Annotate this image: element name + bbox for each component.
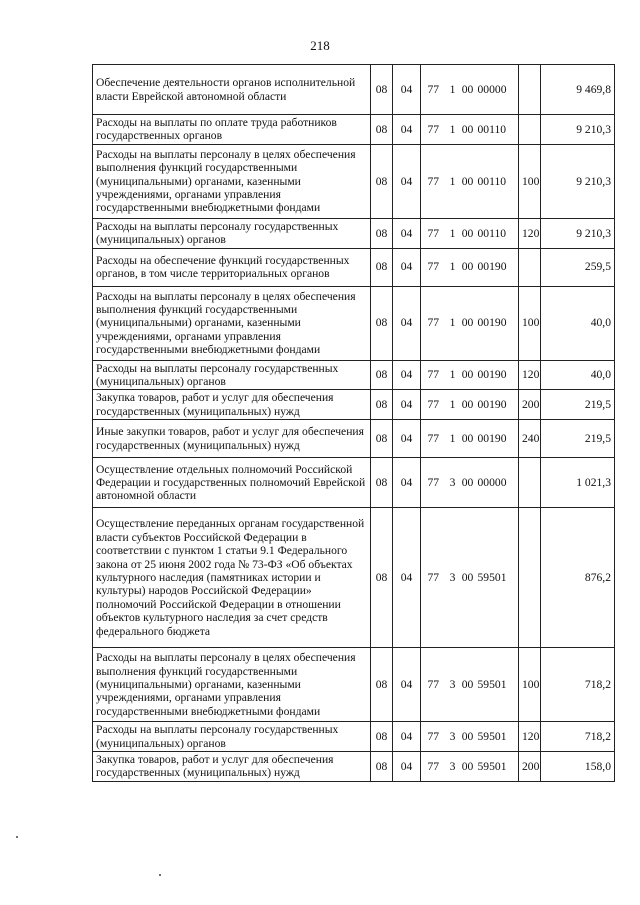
row-section: 08 — [371, 390, 393, 420]
target-article-part: 77 — [427, 759, 440, 773]
target-article-part: 77 — [427, 82, 440, 96]
row-name: Осуществление отдельных полномочий Российской Федерации и государственных полномочий Еврейской автономной области — [93, 458, 371, 508]
row-subsection: 04 — [393, 390, 421, 420]
row-section: 08 — [371, 218, 393, 248]
target-article-part: 1 — [449, 122, 456, 136]
row-section: 08 — [371, 648, 393, 722]
target-article-part: 77 — [427, 571, 440, 585]
target-article-part: 1 — [449, 398, 456, 412]
target-article-part: 59501 — [477, 729, 507, 743]
table-row — [93, 360, 615, 390]
row-amount: 259,5 — [541, 248, 615, 286]
budget-table-body — [93, 65, 615, 782]
row-amount: 1 021,3 — [541, 458, 615, 508]
target-article-part: 00 — [461, 260, 474, 274]
row-target-article — [421, 115, 519, 145]
target-article-part: 00 — [461, 398, 474, 412]
target-article-part: 00000 — [477, 476, 507, 490]
target-article-part: 1 — [449, 316, 456, 330]
table-row — [93, 144, 615, 218]
row-amount: 40,0 — [541, 360, 615, 390]
target-article-part: 00110 — [477, 226, 507, 240]
row-amount: 9 210,3 — [541, 144, 615, 218]
row-subsection: 04 — [393, 218, 421, 248]
row-section: 08 — [371, 115, 393, 145]
target-article-part: 1 — [449, 432, 456, 446]
row-expense-type — [519, 248, 541, 286]
target-article-part: 00190 — [477, 432, 507, 446]
page-number: 218 — [310, 38, 330, 53]
target-article-part: 00 — [461, 571, 474, 585]
target-article-part: 00 — [461, 82, 474, 96]
target-article-part: 3 — [449, 476, 456, 490]
target-article-part: 77 — [427, 678, 440, 692]
row-target-article — [421, 360, 519, 390]
row-amount: 9 469,8 — [541, 65, 615, 115]
row-name: Расходы на выплаты персоналу государственных (муниципальных) органов — [93, 218, 371, 248]
row-expense-type: 100 — [519, 144, 541, 218]
row-target-article — [421, 752, 519, 782]
target-article-part: 77 — [427, 432, 440, 446]
table-row — [93, 722, 615, 752]
row-name: Расходы на выплаты персоналу государственных (муниципальных) органов — [93, 360, 371, 390]
row-name: Расходы на выплаты персоналу в целях обеспечения выполнения функций государственными (муниципальными) органами, казенными учреждениями, органами управления государственными внебюджетными фондами — [93, 144, 371, 218]
target-article-part: 77 — [427, 260, 440, 274]
row-amount: 40,0 — [541, 286, 615, 360]
row-subsection: 04 — [393, 420, 421, 458]
row-section: 08 — [371, 65, 393, 115]
row-section: 08 — [371, 752, 393, 782]
row-target-article — [421, 420, 519, 458]
row-amount: 158,0 — [541, 752, 615, 782]
row-name: Расходы на выплаты персоналу государственных (муниципальных) органов — [93, 722, 371, 752]
scan-speck — [159, 874, 161, 876]
target-article-part: 77 — [427, 476, 440, 490]
row-target-article — [421, 722, 519, 752]
target-article-part: 59501 — [477, 678, 507, 692]
target-article-part: 00 — [461, 759, 474, 773]
target-article-part: 1 — [449, 82, 456, 96]
target-article-part: 77 — [427, 398, 440, 412]
row-expense-type: 120 — [519, 722, 541, 752]
row-amount: 876,2 — [541, 508, 615, 648]
target-article-part: 1 — [449, 260, 456, 274]
row-name: Закупка товаров, работ и услуг для обеспечения государственных (муниципальных) нужд — [93, 752, 371, 782]
row-expense-type: 100 — [519, 648, 541, 722]
row-expense-type: 200 — [519, 752, 541, 782]
row-target-article — [421, 248, 519, 286]
table-row — [93, 65, 615, 115]
row-target-article — [421, 458, 519, 508]
row-name: Иные закупки товаров, работ и услуг для обеспечения государственных (муниципальных) нужд — [93, 420, 371, 458]
target-article-part: 77 — [427, 316, 440, 330]
row-name: Обеспечение деятельности органов исполнительной власти Еврейской автономной области — [93, 65, 371, 115]
row-expense-type — [519, 508, 541, 648]
row-subsection: 04 — [393, 648, 421, 722]
target-article-part: 00 — [461, 174, 474, 188]
target-article-part: 00190 — [477, 260, 507, 274]
row-target-article — [421, 508, 519, 648]
scan-speck — [16, 836, 18, 838]
table-row — [93, 218, 615, 248]
row-expense-type — [519, 458, 541, 508]
row-name: Расходы на выплаты по оплате труда работников государственных органов — [93, 115, 371, 145]
target-article-part: 00190 — [477, 368, 507, 382]
target-article-part: 3 — [449, 678, 456, 692]
row-subsection: 04 — [393, 65, 421, 115]
table-row — [93, 286, 615, 360]
target-article-part: 00 — [461, 729, 474, 743]
row-expense-type: 200 — [519, 390, 541, 420]
target-article-part: 00190 — [477, 398, 507, 412]
row-amount: 219,5 — [541, 420, 615, 458]
table-row — [93, 752, 615, 782]
row-subsection: 04 — [393, 248, 421, 286]
row-subsection: 04 — [393, 115, 421, 145]
row-subsection: 04 — [393, 144, 421, 218]
row-subsection: 04 — [393, 458, 421, 508]
target-article-part: 77 — [427, 174, 440, 188]
row-target-article — [421, 144, 519, 218]
budget-table — [92, 64, 615, 782]
target-article-part: 1 — [449, 226, 456, 240]
target-article-part: 00 — [461, 432, 474, 446]
target-article-part: 00000 — [477, 82, 507, 96]
target-article-part: 3 — [449, 571, 456, 585]
target-article-part: 00 — [461, 678, 474, 692]
target-article-part: 00 — [461, 368, 474, 382]
row-expense-type — [519, 65, 541, 115]
target-article-part: 77 — [427, 729, 440, 743]
target-article-part: 59501 — [477, 571, 507, 585]
table-row — [93, 248, 615, 286]
row-subsection: 04 — [393, 360, 421, 390]
row-amount: 718,2 — [541, 648, 615, 722]
row-subsection: 04 — [393, 508, 421, 648]
target-article-part: 00 — [461, 122, 474, 136]
target-article-part: 1 — [449, 174, 456, 188]
table-row — [93, 115, 615, 145]
row-subsection: 04 — [393, 722, 421, 752]
row-section: 08 — [371, 286, 393, 360]
table-row — [93, 420, 615, 458]
row-section: 08 — [371, 508, 393, 648]
row-expense-type: 100 — [519, 286, 541, 360]
row-target-article — [421, 286, 519, 360]
row-section: 08 — [371, 458, 393, 508]
target-article-part: 3 — [449, 759, 456, 773]
row-amount: 718,2 — [541, 722, 615, 752]
row-name: Осуществление переданных органам государственной власти субъектов Российской Федерации в соответствии с пунктом 1 статьи 9.1 Федерального закона от 25 июня 2002 года № 73-ФЗ «Об объектах культурного наследия (памятниках истории и культуры) народов Российской Федерации» полномочий Российской Федерации в отношении объектов культурного наследия за счет средств федерального бюджета — [93, 508, 371, 648]
target-article-part: 00 — [461, 316, 474, 330]
target-article-part: 00 — [461, 226, 474, 240]
target-article-part: 00110 — [477, 174, 507, 188]
target-article-part: 77 — [427, 226, 440, 240]
row-subsection: 04 — [393, 286, 421, 360]
row-amount: 9 210,3 — [541, 218, 615, 248]
row-section: 08 — [371, 420, 393, 458]
row-section: 08 — [371, 144, 393, 218]
row-name: Расходы на выплаты персоналу в целях обеспечения выполнения функций государственными (муниципальными) органами, казенными учреждениями, органами управления государственными внебюджетными фондами — [93, 286, 371, 360]
row-target-article — [421, 390, 519, 420]
row-name: Закупка товаров, работ и услуг для обеспечения государственных (муниципальных) нужд — [93, 390, 371, 420]
target-article-part: 59501 — [477, 759, 507, 773]
target-article-part: 77 — [427, 368, 440, 382]
table-row — [93, 508, 615, 648]
row-section: 08 — [371, 248, 393, 286]
row-name: Расходы на выплаты персоналу в целях обеспечения выполнения функций государственными (муниципальными) органами, казенными учреждениями, органами управления государственными внебюджетными фондами — [93, 648, 371, 722]
target-article-part: 00190 — [477, 316, 507, 330]
target-article-part: 77 — [427, 122, 440, 136]
table-row — [93, 648, 615, 722]
target-article-part: 00 — [461, 476, 474, 490]
row-amount: 9 210,3 — [541, 115, 615, 145]
table-row — [93, 390, 615, 420]
target-article-part: 3 — [449, 729, 456, 743]
row-expense-type: 240 — [519, 420, 541, 458]
row-name: Расходы на обеспечение функций государственных органов, в том числе территориальных органов — [93, 248, 371, 286]
row-expense-type — [519, 115, 541, 145]
target-article-part: 00110 — [477, 122, 507, 136]
target-article-part: 1 — [449, 368, 456, 382]
row-amount: 219,5 — [541, 390, 615, 420]
row-expense-type: 120 — [519, 360, 541, 390]
row-section: 08 — [371, 722, 393, 752]
table-row — [93, 458, 615, 508]
row-expense-type: 120 — [519, 218, 541, 248]
row-subsection: 04 — [393, 752, 421, 782]
row-target-article — [421, 648, 519, 722]
row-target-article — [421, 65, 519, 115]
row-target-article — [421, 218, 519, 248]
row-section: 08 — [371, 360, 393, 390]
